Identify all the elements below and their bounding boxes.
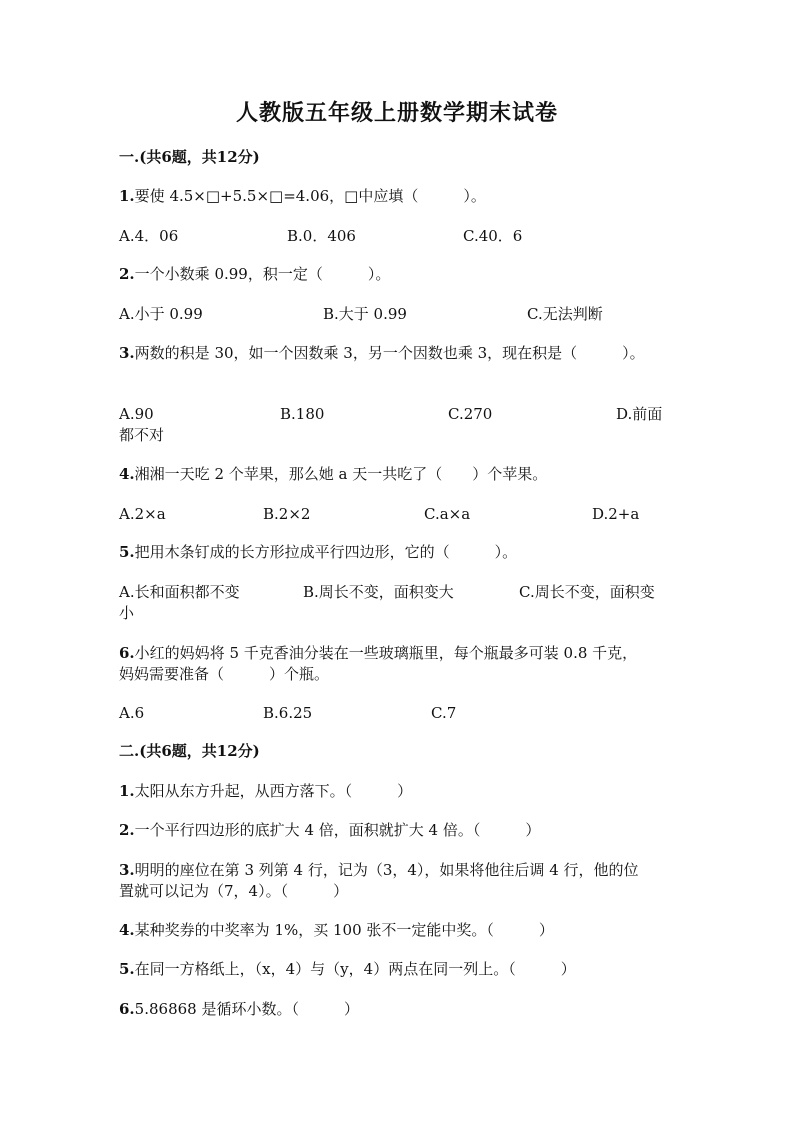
option-a: A.2×a	[119, 505, 166, 523]
option-a: A.4．06	[119, 227, 179, 245]
question	[119, 920, 679, 941]
question-number: 5.	[119, 543, 135, 561]
question-text: 把用木条钉成的长方形拉成平行四边形，它的（ ）。	[134, 543, 518, 561]
option-a: A.6	[119, 704, 145, 722]
question-number: 2.	[119, 265, 135, 283]
question-text: 一个小数乘 0.99，积一定（ ）。	[134, 265, 391, 283]
option-c: C.40．6	[463, 227, 523, 245]
question-number: 4.	[119, 921, 135, 939]
question	[119, 186, 679, 207]
option-b: B.0．406	[287, 227, 356, 245]
question-text: 小红的妈妈将 5 千克香油分装在一些玻璃瓶里，每个瓶最多可装 0.8 千克，	[134, 644, 638, 662]
question-text-continued: 妈妈需要准备（ ）个瓶。	[119, 665, 330, 683]
page-title: 人教版五年级上册数学期末试卷	[235, 100, 558, 126]
option-c: C.无法判断	[527, 305, 603, 323]
question-number: 6.	[119, 644, 135, 662]
question	[119, 542, 679, 563]
question-text-continued: 置就可以记为（7，4）。（ ）	[119, 882, 349, 900]
question-text: 要使 4.5×□+5.5×□=4.06，□中应填（ ）。	[134, 187, 486, 205]
question	[119, 464, 679, 485]
question-text: 湘湘一天吃 2 个苹果，那么她 a 天一共吃了（ ）个苹果。	[134, 465, 548, 483]
option-b: B.2×2	[263, 505, 311, 523]
question-number: 3.	[119, 861, 135, 879]
question-text: 某种奖券的中奖率为 1%，买 100 张不一定能中奖。（ ）	[134, 921, 554, 939]
question-text: 两数的积是 30，如一个因数乘 3，另一个因数也乘 3，现在积是（ ）。	[134, 344, 645, 362]
option-b: B.180	[280, 405, 325, 423]
question	[119, 343, 679, 364]
question-number: 1.	[119, 782, 135, 800]
question-number: 3.	[119, 344, 135, 362]
question	[119, 860, 679, 881]
question-text: 在同一方格纸上，（x，4）与（y，4）两点在同一列上。（ ）	[134, 960, 576, 978]
option-c: C.a×a	[424, 505, 471, 523]
option-b: B.6.25	[263, 704, 313, 722]
option-c: C.270	[448, 405, 493, 423]
question-text: 一个平行四边形的底扩大 4 倍，面积就扩大 4 倍。（ ）	[134, 821, 541, 839]
option-a: A.小于 0.99	[119, 305, 203, 323]
option-d-continued: 都不对	[119, 426, 165, 444]
option-c-continued: 小	[119, 604, 135, 622]
question	[119, 643, 679, 664]
question-text: 太阳从东方升起，从西方落下。（ ）	[134, 782, 413, 800]
question-number: 1.	[119, 187, 135, 205]
option-b: B.周长不变，面积变大	[303, 583, 454, 601]
option-a: A.90	[119, 405, 154, 423]
option-b: B.大于 0.99	[323, 305, 407, 323]
question	[119, 264, 679, 285]
question-number: 5.	[119, 960, 135, 978]
option-c: C.周长不变，面积变	[519, 583, 655, 601]
question-text: 5.86868 是循环小数。（ ）	[134, 1000, 359, 1018]
question-number: 2.	[119, 821, 135, 839]
option-d: D.前面	[616, 405, 663, 423]
question	[119, 820, 679, 841]
question-number: 6.	[119, 1000, 135, 1018]
option-a: A.长和面积都不变	[119, 583, 240, 601]
option-c: C.7	[431, 704, 457, 722]
question	[119, 999, 679, 1020]
question	[119, 959, 679, 980]
option-d: D.2+a	[592, 505, 640, 523]
question-text: 明明的座位在第 3 列第 4 行，记为（3，4），如果将他往后调 4 行，他的位	[134, 861, 639, 879]
question	[119, 781, 679, 802]
section-header: 一.(共6题，共12分)	[119, 148, 260, 166]
question-number: 4.	[119, 465, 135, 483]
section-header: 二.(共6题，共12分)	[119, 742, 260, 760]
